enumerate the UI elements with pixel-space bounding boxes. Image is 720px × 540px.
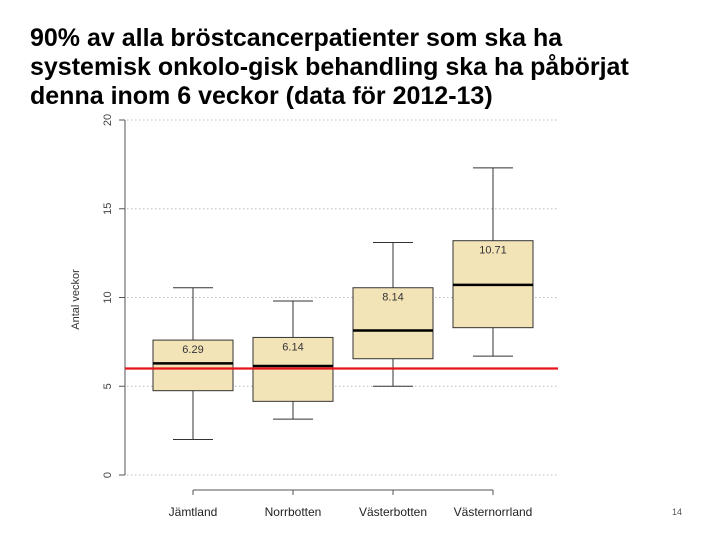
x-tick-label-1: Jämtland [168,505,218,519]
box-4-median-label: 10.71 [479,244,507,257]
y-tick-label-0: 0 [102,471,114,479]
x-tick-label-3: Västerbotten [358,505,428,519]
box-3-median-label: 8.14 [382,291,404,304]
y-tick-label-20: 20 [102,113,114,127]
y-tick-label-5: 5 [102,383,114,390]
x-tick-label-2: Norrbotten [264,505,322,519]
x-tick-label-4: Västernorrland [453,505,533,519]
title-line-3: denna inom 6 veckor (data för 2012-13) [30,82,493,110]
box-2-median-label: 6.14 [282,341,304,354]
box-1-median-label: 6.29 [182,344,204,357]
title-line-2: systemisk onkolo-gisk behandling ska ha påbörjat [30,53,629,81]
slide-title [30,24,710,111]
y-tick-label-15: 15 [102,202,114,215]
title-line-1: 90% av alla bröstcancerpatienter som ska ha [30,24,563,52]
y-axis-label: Antal veckor [70,269,82,330]
page-number: 14 [672,507,683,517]
y-tick-label-10: 10 [102,291,114,304]
